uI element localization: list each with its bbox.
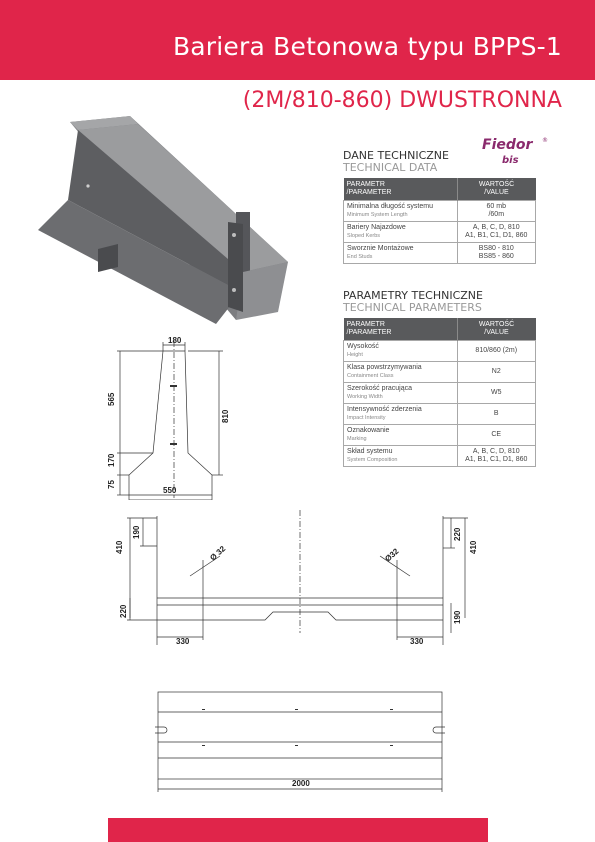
param-cell: Minimalna długość systemu Minimum System Length [344,201,458,222]
table-row [344,341,536,362]
dim-total-height: 810 [221,409,230,423]
table-row [344,383,536,404]
table-row [344,243,536,264]
dim-left-top-inner: 190 [132,525,141,539]
param-cell: Wysokość Height [344,341,458,362]
table-row [344,362,536,383]
technical-data-heading: DANE TECHNICZNE TECHNICAL DATA [343,149,449,174]
value-cell: BS80 - 810 BS85 - 860 [457,243,536,264]
dim-offset-left: 330 [176,637,190,646]
dim-height-mid: 170 [107,453,116,467]
dim-offset-right: 330 [410,637,424,646]
value-cell: 60 mb /60m [457,201,536,222]
fiedor-bis-logo [480,134,552,168]
cross-section-drawing [95,335,245,500]
param-cell: Sworznie Montażowe End Studs [344,243,458,264]
dim-hole-right: Ø32 [383,546,401,564]
dim-top-width: 180 [168,336,182,345]
value-cell: A, B, C, D, 810 A1, B1, C1, D1, 860 [457,446,536,467]
value-cell: A, B, C, D, 810 A1, B1, C1, D1, 860 [457,222,536,243]
value-cell: N2 [457,362,536,383]
param-cell: Klasa powstrzymywania Containment Class [344,362,458,383]
value-cell: CE [457,425,536,446]
param-cell: Bariery Najazdowe Sloped Kerbs [344,222,458,243]
technical-parameters-table: PARAMETR /PARAMETER WARTOŚĆ /VALUE Wysokość Height 810/860 (2m) Klasa powstrzymywania Containment Class N2 Szerokość pracująca Working Width W5 Intensywność zderzenia Impact Intensity B Oznakowanie Marking CE Skład systemu System Composition A, B, C, D, 810 A1, B1, C1, D1, 860 [343,318,536,467]
table-row [344,201,536,222]
dim-right-bottom: 190 [453,610,462,624]
technical-parameters-heading: PARAMETRY TECHNICZNE TECHNICAL PARAMETERS [343,289,483,314]
value-cell: W5 [457,383,536,404]
dim-right-top: 410 [469,540,478,554]
technical-data-table: PARAMETR /PARAMETER WARTOŚĆ /VALUE Minimalna długość systemu Minimum System Length 60 mb /60m Bariery Najazdowe Sloped Kerbs A, B, C, D, 810 A1, B1, C1, D1, 860 Sworznie Montażowe End Studs BS80 - 810 BS85 - 860 [343,178,536,264]
dim-base-width: 550 [163,486,177,495]
barrier-3d-illustration [38,112,288,327]
footer-band [108,818,488,842]
svg-text:bis: bis [502,155,519,166]
table-row [344,222,536,243]
svg-text:®: ® [542,137,548,144]
page-subtitle: (2M/810-860) DWUSTRONNA [242,88,562,113]
page-title: Bariera Betonowa typu BPPS-1 [172,32,562,61]
param-cell: Skład systemu System Composition [344,446,458,467]
table-row [344,404,536,425]
value-cell: B [457,404,536,425]
dim-left-top: 410 [115,540,124,554]
param-cell: Oznakowanie Marking [344,425,458,446]
dim-height-base: 75 [107,480,116,489]
svg-text:Fiedor: Fiedor [482,137,533,153]
dim-left-bottom: 220 [119,604,128,618]
param-cell: Szerokość pracująca Working Width [344,383,458,404]
table-row [344,446,536,467]
value-cell: 810/860 (2m) [457,341,536,362]
plan-drawing [110,508,490,653]
dim-total-length: 2000 [292,779,310,788]
table-row [344,425,536,446]
dim-height-upper: 565 [107,392,116,406]
dim-right-top-inner: 220 [453,527,462,541]
param-cell: Intensywność zderzenia Impact Intensity [344,404,458,425]
dim-hole-left: Ø 32 [208,544,228,563]
top-view-drawing [150,688,450,798]
